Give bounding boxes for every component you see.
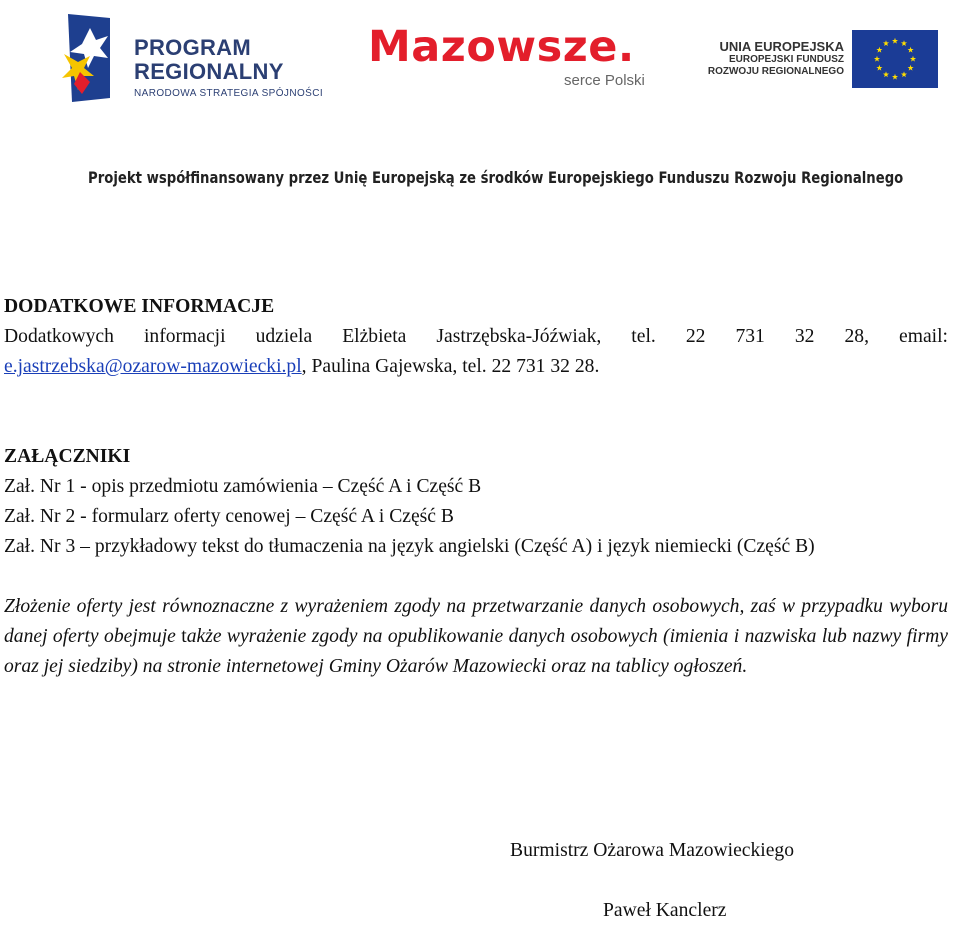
strategy-line: NARODOWA STRATEGIA SPÓJNOŚCI xyxy=(134,88,324,99)
mazowsze-logo xyxy=(368,24,658,104)
consent-upright-fragment: t xyxy=(181,626,187,647)
program-line: PROGRAM xyxy=(134,35,251,60)
attachment-item-3: Zał. Nr 3 – przykładowy tekst do tłumaczenia na język angielski (Część A) i język niemiecki (Część B) xyxy=(4,536,815,557)
eu-line2: EUROPEJSKI FUNDUSZ xyxy=(728,54,844,65)
mazowsze-wordmark: Mazowsze. xyxy=(368,22,635,72)
spacer xyxy=(4,562,948,592)
attachment-item-1: Zał. Nr 1 - opis przedmiotu zamówienia – Część A i Część B xyxy=(4,476,482,497)
consent-paragraph xyxy=(4,592,948,682)
contact-email-link[interactable]: e.jastrzebska@ozarow-mazowiecki.pl xyxy=(4,356,302,377)
program-regionalny-text xyxy=(134,36,323,99)
program-regionalny-flag-icon xyxy=(60,14,112,102)
attachment-item-2: Zał. Nr 2 - formularz oferty cenowej – Część A i Część B xyxy=(4,506,454,527)
logo-bar xyxy=(0,0,960,187)
eu-logo xyxy=(696,30,946,92)
additional-info-text xyxy=(4,322,948,382)
cofunding-line: Projekt współfinansowany przez Unię Europejską ze środków Europejskiego Funduszu Rozwoju Regionalnego xyxy=(88,168,904,187)
eu-text xyxy=(696,39,844,78)
additional-info-line1: Dodatkowych informacji udziela Elżbieta Jastrzębska-Jóźwiak, tel. 22 731 32 28, email: xyxy=(4,326,948,347)
program-regionalny-logo xyxy=(60,14,340,106)
consent-part1: Złożenie oferty jest równoznaczne z wyrażeniem zgody na przetwarzanie danych osobowych, zaś w przypadku wyboru danej oferty obejmuje xyxy=(4,596,948,647)
spacer xyxy=(4,382,948,412)
eu-line1: UNIA EUROPEJSKA xyxy=(719,39,844,54)
eu-line3: ROZWOJU REGIONALNEGO xyxy=(707,66,844,77)
mazowsze-tagline: serce Polski xyxy=(564,72,645,89)
attachments-title: ZAŁĄCZNIKI xyxy=(4,446,131,467)
document-body xyxy=(4,292,948,682)
signature-title: Burmistrz Ożarowa Mazowieckiego xyxy=(510,840,795,861)
additional-info-line2: , Paulina Gajewska, tel. 22 731 32 28. xyxy=(301,356,600,377)
spacer xyxy=(4,412,948,442)
signature-name: Paweł Kanclerz xyxy=(603,900,727,921)
consent-part2: akże wyrażenie zgody na opublikowanie danych osobowych (imienia i nazwiska lub nazwy firmy oraz jej siedziby) na stronie internetowej Gminy Ożarów Mazowiecki oraz na tablicy ogłoszeń. xyxy=(4,626,948,677)
eu-flag-icon xyxy=(852,30,938,88)
additional-info-title: DODATKOWE INFORMACJE xyxy=(4,296,275,317)
regionalny-line: REGIONALNY xyxy=(134,59,284,84)
